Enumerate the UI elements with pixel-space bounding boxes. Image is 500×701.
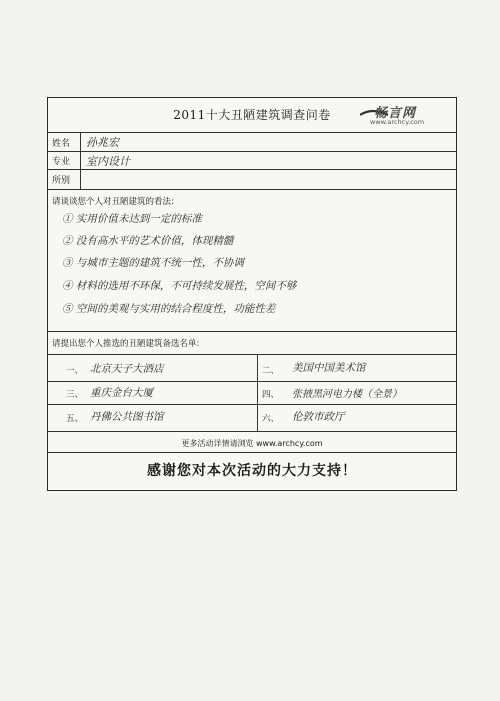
survey-form — [47, 97, 457, 491]
nomination-number: 六、 — [262, 414, 280, 424]
nominations-prompt: 请提出您个人推选的丑陋建筑备选名单: — [52, 339, 200, 349]
thanks-text: 感谢您对本次活动的大力支持！ — [147, 463, 357, 479]
form-title: 2011十大丑陋建筑调查问卷 — [173, 108, 331, 122]
opinion-item: ⑤ 空间的美观与实用的结合程度性，功能性差 — [62, 303, 276, 315]
nomination-value: 重庆金台大厦 — [90, 387, 153, 399]
opinion-item: ② 没有高水平的艺术价值，体现精髓 — [62, 235, 234, 247]
major-label: 专业 — [52, 157, 71, 167]
nomination-number: 五、 — [66, 414, 84, 424]
major-value[interactable]: 室内设计 — [86, 155, 130, 168]
opinion-item: ③ 与城市主题的建筑不统一性，不协调 — [62, 257, 244, 269]
dept-label: 所别 — [52, 176, 71, 186]
opinion-item: ④ 材料的选用不环保，不可持续发展性，空间不够 — [62, 280, 297, 292]
nomination-value: 美国中国美术馆 — [292, 362, 366, 374]
name-value[interactable]: 孙兆宏 — [86, 136, 119, 149]
opinion-item: ① 实用价值未达到一定的标准 — [62, 213, 202, 225]
nomination-value: 伦敦市政厅 — [292, 411, 345, 423]
logo-name: 畅言网 — [374, 106, 417, 121]
nomination-number: 一、 — [66, 366, 84, 376]
nomination-value: 北京天子大酒店 — [90, 363, 164, 375]
nomination-value: 丹佛公共图书馆 — [90, 411, 164, 423]
archcy-logo — [360, 102, 438, 128]
more-info-text: 更多活动详情请浏览 www.archcy.com — [181, 439, 323, 448]
opinion-prompt: 请谈谈您个人对丑陋建筑的看法: — [52, 197, 174, 207]
nomination-number: 二、 — [262, 366, 280, 376]
nomination-number: 三、 — [66, 390, 84, 400]
nomination-number: 四、 — [262, 390, 280, 400]
name-label: 姓名 — [52, 139, 71, 149]
nomination-value: 张掖黑河电力楼（全景） — [292, 389, 402, 400]
logo-url: www.archcy.com — [370, 118, 425, 126]
